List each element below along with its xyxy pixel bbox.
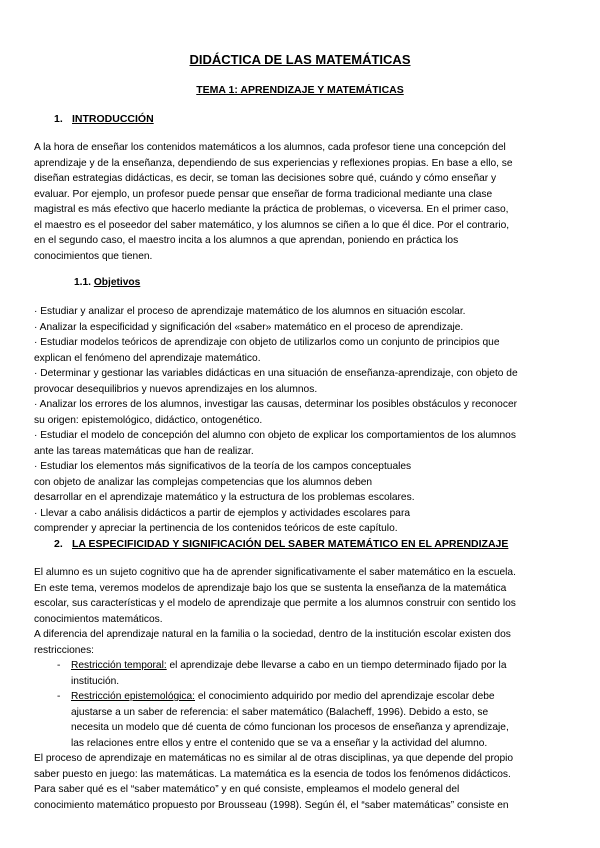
- objective-line: desarrollar en el aprendizaje matemático y la estructura de los problemas escolares.: [34, 492, 415, 503]
- objective-line: comprender y apreciar la pertinencia de los contenidos teóricos de este capítulo.: [34, 523, 398, 534]
- restriction-epistemologica-text: el conocimiento adquirido por medio del aprendizaje escolar debe: [195, 691, 495, 702]
- text-line: aprendizaje y de la enseñanza, dependiendo de sus experiencias y reflexiones propias. En base a ello, se: [34, 157, 513, 169]
- objective-line: · Estudiar los elementos más significativos de la teoría de los campos conceptuales: [34, 461, 412, 472]
- section-1-heading: [54, 112, 586, 128]
- text-line: El alumno es un sujeto cognitivo que ha de aprender significativamente el saber matemático en la escuela.: [34, 567, 516, 578]
- restriction-epistemologica-cont: ajustarse a un saber de referencia: el saber matemático (Balacheff, 1996). Debido a esto, se: [71, 706, 489, 718]
- section-2-heading: [54, 537, 586, 553]
- text-line: magistral es más efectivo que hacerlo mediante la práctica de problemas, o viceversa. En el primer caso,: [34, 204, 509, 215]
- dash-bullet: -: [57, 660, 61, 671]
- section-1-1-title: Objetivos: [93, 277, 141, 288]
- objectives-list: [34, 304, 566, 537]
- text-line: [34, 720, 566, 736]
- restriction-temporal-item: [34, 658, 566, 674]
- section-1-title: INTRODUCCIÓN: [72, 113, 154, 125]
- restriction-epistemologica-item: [34, 689, 566, 705]
- objective-line: ante las tareas matemáticas que han de realizar.: [34, 445, 254, 457]
- introduction-paragraph: [34, 140, 566, 264]
- section-1-1-number: 1.1.: [74, 277, 91, 288]
- dash-bullet: -: [57, 691, 61, 702]
- document-subtitle: TEMA 1: APRENDIZAJE Y MATEMÁTICAS: [196, 84, 404, 96]
- section-2-title: LA ESPECIFICIDAD Y SIGNIFICACIÓN DEL SABER MATEMÁTICO EN EL APRENDIZAJE: [72, 538, 509, 550]
- restriction-epistemologica-cont: las relaciones entre ellos y entre el contenido que se va a enseñar y la actividad del alumno.: [71, 737, 488, 749]
- text-line: saber puesto en juego: las matemáticas. La matemática es la esencia de todos los fenómenos didácticos.: [34, 768, 511, 780]
- objective-line: su origen: epistemológico, didáctico, ontogenético.: [34, 414, 263, 426]
- text-line: escolar, sus características y el modelo de aprendizaje que permite a los alumnos construir con sentido los: [34, 598, 516, 609]
- restriction-temporal-label: Restricción temporal:: [71, 660, 167, 671]
- section-1-number: 1.: [54, 113, 63, 125]
- text-line: conocimientos matemáticos.: [34, 613, 163, 625]
- text-line: El proceso de aprendizaje en matemáticas no es similar al de otras disciplinas, ya que depende del propio: [34, 753, 514, 764]
- objective-line: con objeto de analizar las complejas competencias que los alumnos deben: [34, 476, 373, 488]
- text-line: A la hora de enseñar los contenidos matemáticos a los alumnos, cada profesor tiene una concepción del: [34, 142, 506, 153]
- text-line: restricciones:: [34, 644, 95, 656]
- objective-line: · Estudiar modelos teóricos de aprendizaje con objeto de utilizarlos como un conjunto de principios que: [34, 337, 500, 348]
- objective-line: provocar desequilibrios y nuevos aprendizajes en los alumnos.: [34, 383, 318, 395]
- objective-line: · Analizar la especificidad y significación del «saber» matemático en el proceso de aprendizaje.: [34, 321, 464, 333]
- text-line: el maestro es el poseedor del saber matemático, y los alumnos se ciñen a lo que él dice. Por el contrario,: [34, 219, 510, 231]
- text-line: diseñan estrategias didácticas, es decir, se toman las decisiones sobre qué, cuándo y cómo enseñar y: [34, 173, 497, 184]
- section-2-number: 2.: [54, 538, 63, 550]
- text-line: [34, 674, 566, 690]
- text-line: [34, 705, 566, 721]
- text-line: Para saber qué es el “saber matemático” y en qué consiste, empleamos el modelo general del: [34, 784, 460, 795]
- objective-line: explican el fenómeno del aprendizaje matemático.: [34, 352, 261, 364]
- objective-line: · Analizar los errores de los alumnos, investigar las causas, determinar los posibles obstáculos y reconocer: [34, 399, 518, 410]
- text-line: En este tema, veremos modelos de aprendizaje bajo los que se sustenta la enseñanza de la matemática: [34, 582, 507, 594]
- objective-line: · Estudiar y analizar el proceso de aprendizaje matemático de los alumnos en situación escolar.: [34, 306, 466, 317]
- text-line: conocimiento matemático propuesto por Brousseau (1998). Según él, el “saber matemáticas” consiste en: [34, 799, 509, 811]
- text-line: [34, 736, 566, 752]
- restriction-temporal-cont: institución.: [71, 675, 120, 687]
- objective-line: · Estudiar el modelo de concepción del alumno con objeto de explicar los comportamientos de los alumnos: [34, 430, 516, 441]
- restriction-epistemologica-cont: necesita un modelo que dé cuenta de cómo funcionan los procesos de enseñanza y aprendizaje,: [71, 722, 509, 733]
- restriction-temporal-text: el aprendizaje debe llevarse a cabo en un tiempo determinado fijado por la: [166, 660, 507, 671]
- text-line: conocimientos que tienen.: [34, 250, 153, 262]
- section-2-body: [34, 565, 566, 813]
- text-line: evaluar. Por ejemplo, un profesor puede pensar que enseñar de forma tradicional mediante una clase: [34, 188, 493, 200]
- text-line: en el segundo caso, el maestro incita a los alumnos a que aprendan, poniendo en práctica los: [34, 235, 459, 246]
- section-1-1-heading: [74, 275, 600, 291]
- text-line: A diferencia del aprendizaje natural en la familia o la sociedad, dentro de la institución escolar existen dos: [34, 629, 511, 640]
- objective-line: · Determinar y gestionar las variables didácticas en una situación de enseñanza-aprendizaje, con objeto de: [34, 368, 518, 379]
- objective-line: · Llevar a cabo análisis didácticos a partir de ejemplos y actividades escolares para: [34, 507, 410, 519]
- restriction-epistemologica-label: Restricción epistemológica:: [71, 691, 196, 702]
- document-title: DIDÁCTICA DE LAS MATEMÁTICAS: [189, 52, 411, 67]
